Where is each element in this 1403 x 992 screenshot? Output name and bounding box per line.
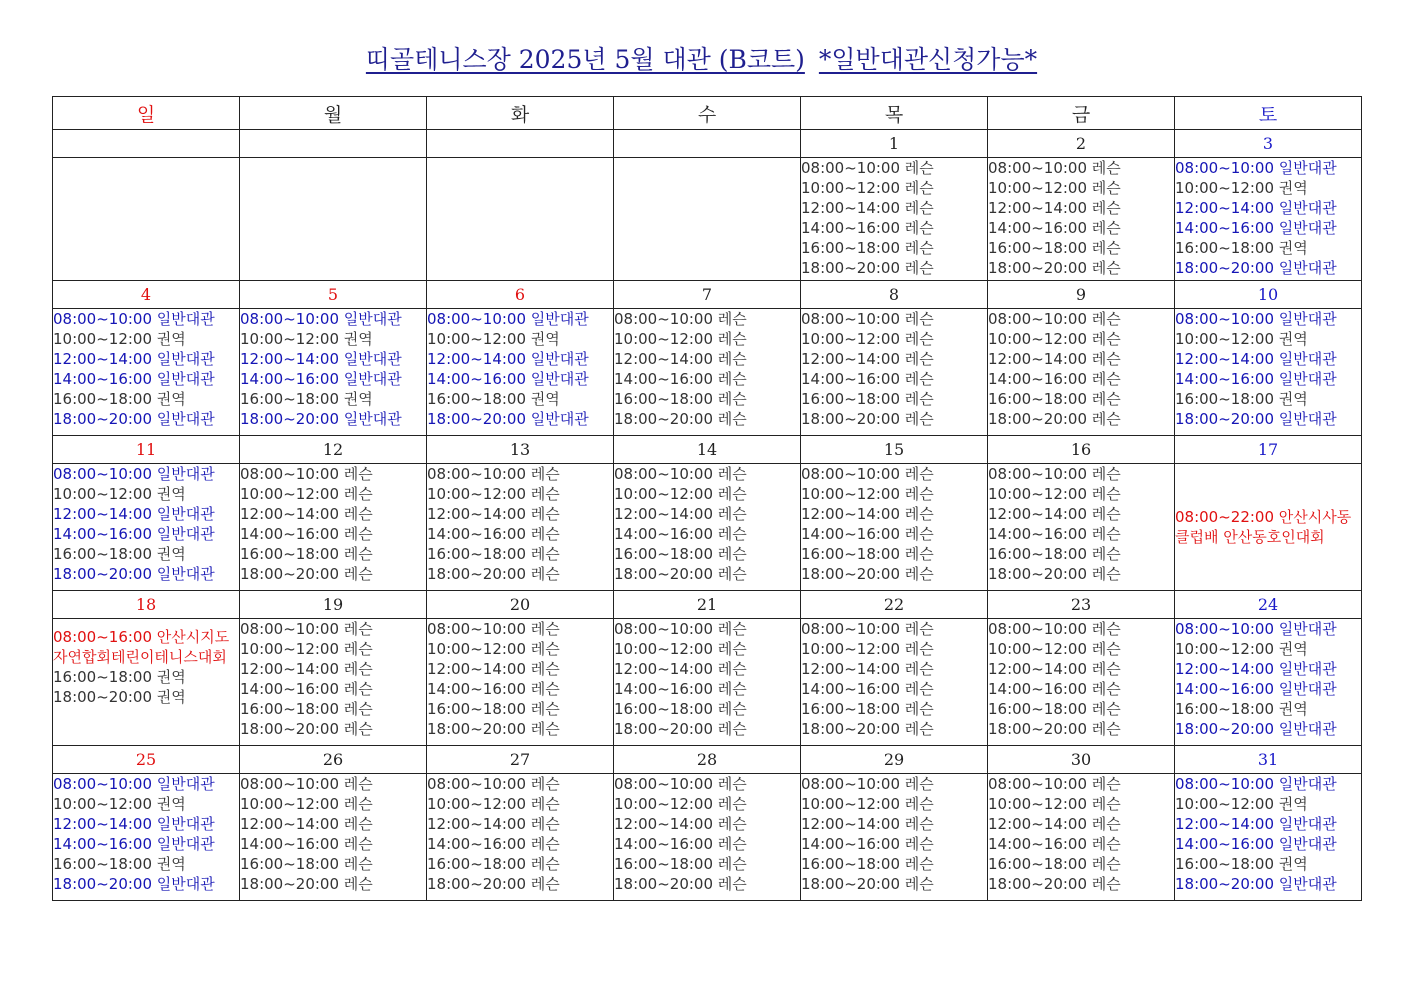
time-slot: 18:00~20:00 레슨 — [240, 720, 373, 738]
time-slot: 12:00~14:00 일반대관 — [53, 350, 215, 368]
event-note: 08:00~16:00 안산시지도자연합회테린이테니스대회 — [53, 628, 230, 666]
time-slot: 14:00~16:00 레슨 — [427, 525, 560, 543]
day-schedule-cell — [427, 158, 614, 281]
time-slot: 10:00~12:00 레슨 — [240, 640, 373, 658]
date-number: 31 — [1175, 746, 1362, 774]
day-schedule-cell — [240, 464, 427, 591]
time-slot: 14:00~16:00 일반대관 — [1175, 680, 1337, 698]
time-slot: 14:00~16:00 레슨 — [240, 680, 373, 698]
date-number: 7 — [614, 281, 801, 309]
time-slot: 16:00~18:00 레슨 — [988, 545, 1121, 563]
time-slot: 14:00~16:00 레슨 — [801, 835, 934, 853]
time-slot: 16:00~18:00 레슨 — [801, 545, 934, 563]
time-slot: 18:00~20:00 레슨 — [614, 410, 747, 428]
day-schedule-cell — [801, 464, 988, 591]
title-notice: *일반대관신청가능* — [818, 45, 1038, 74]
date-number: 8 — [801, 281, 988, 309]
time-slot: 12:00~14:00 레슨 — [427, 660, 560, 678]
day-schedule-cell — [801, 619, 988, 746]
time-slot: 14:00~16:00 레슨 — [614, 835, 747, 853]
time-slot: 16:00~18:00 권역 — [1175, 855, 1308, 873]
date-number: 4 — [53, 281, 240, 309]
time-slot: 16:00~18:00 권역 — [1175, 390, 1308, 408]
time-slot: 08:00~10:00 레슨 — [801, 465, 934, 483]
time-slot: 18:00~20:00 일반대관 — [240, 410, 402, 428]
date-number: 11 — [53, 436, 240, 464]
weekday-sun: 일 — [53, 97, 240, 130]
time-slot: 08:00~10:00 레슨 — [427, 775, 560, 793]
time-slot: 08:00~10:00 일반대관 — [1175, 310, 1337, 328]
date-number: 16 — [988, 436, 1175, 464]
day-schedule-cell — [614, 774, 801, 901]
time-slot: 10:00~12:00 레슨 — [240, 485, 373, 503]
time-slot: 10:00~12:00 권역 — [1175, 330, 1308, 348]
time-slot: 14:00~16:00 레슨 — [801, 680, 934, 698]
date-row — [53, 281, 1362, 309]
time-slot: 12:00~14:00 레슨 — [801, 505, 934, 523]
time-slot: 16:00~18:00 레슨 — [988, 855, 1121, 873]
time-slot: 10:00~12:00 권역 — [53, 485, 186, 503]
date-number: 28 — [614, 746, 801, 774]
schedule-row — [53, 774, 1362, 901]
time-slot: 10:00~12:00 레슨 — [988, 795, 1121, 813]
day-schedule-cell — [988, 619, 1175, 746]
schedule-row — [53, 619, 1362, 746]
time-slot: 18:00~20:00 레슨 — [988, 720, 1121, 738]
weekday-tue: 화 — [427, 97, 614, 130]
date-row — [53, 591, 1362, 619]
time-slot: 08:00~10:00 일반대관 — [1175, 159, 1337, 177]
time-slot: 18:00~20:00 레슨 — [427, 565, 560, 583]
time-slot: 10:00~12:00 레슨 — [614, 795, 747, 813]
day-schedule-cell — [1175, 158, 1362, 281]
weekday-fri: 금 — [988, 97, 1175, 130]
schedule-row — [53, 158, 1362, 281]
day-schedule-cell — [427, 309, 614, 436]
date-number: 18 — [53, 591, 240, 619]
date-number: 2 — [988, 130, 1175, 158]
time-slot: 16:00~18:00 레슨 — [801, 239, 934, 257]
time-slot: 14:00~16:00 일반대관 — [1175, 835, 1337, 853]
time-slot: 16:00~18:00 권역 — [53, 545, 186, 563]
date-number: 19 — [240, 591, 427, 619]
time-slot: 14:00~16:00 레슨 — [240, 525, 373, 543]
date-number — [53, 130, 240, 158]
time-slot: 18:00~20:00 레슨 — [801, 259, 934, 277]
time-slot: 18:00~20:00 일반대관 — [1175, 720, 1337, 738]
schedule-row — [53, 464, 1362, 591]
time-slot: 12:00~14:00 일반대관 — [1175, 660, 1337, 678]
time-slot: 10:00~12:00 레슨 — [988, 179, 1121, 197]
time-slot: 12:00~14:00 레슨 — [240, 660, 373, 678]
time-slot: 12:00~14:00 레슨 — [614, 350, 747, 368]
time-slot: 18:00~20:00 레슨 — [427, 875, 560, 893]
day-schedule-cell — [240, 619, 427, 746]
time-slot: 16:00~18:00 레슨 — [427, 700, 560, 718]
date-number: 17 — [1175, 436, 1362, 464]
time-slot: 10:00~12:00 레슨 — [801, 330, 934, 348]
time-slot: 18:00~20:00 레슨 — [988, 565, 1121, 583]
time-slot: 18:00~20:00 일반대관 — [53, 875, 215, 893]
time-slot: 12:00~14:00 레슨 — [801, 199, 934, 217]
date-number: 21 — [614, 591, 801, 619]
date-number: 12 — [240, 436, 427, 464]
time-slot: 10:00~12:00 레슨 — [240, 795, 373, 813]
time-slot: 18:00~20:00 레슨 — [801, 410, 934, 428]
time-slot: 08:00~10:00 레슨 — [240, 620, 373, 638]
time-slot: 08:00~10:00 일반대관 — [427, 310, 589, 328]
time-slot: 18:00~20:00 일반대관 — [427, 410, 589, 428]
time-slot: 16:00~18:00 레슨 — [988, 390, 1121, 408]
time-slot: 08:00~10:00 레슨 — [427, 620, 560, 638]
time-slot: 10:00~12:00 레슨 — [988, 640, 1121, 658]
time-slot: 08:00~10:00 레슨 — [801, 310, 934, 328]
weekday-sat: 토 — [1175, 97, 1362, 130]
date-number: 29 — [801, 746, 988, 774]
time-slot: 12:00~14:00 레슨 — [427, 505, 560, 523]
time-slot: 12:00~14:00 레슨 — [240, 815, 373, 833]
date-number: 15 — [801, 436, 988, 464]
time-slot: 08:00~10:00 일반대관 — [53, 465, 215, 483]
time-slot: 14:00~16:00 레슨 — [427, 835, 560, 853]
time-slot: 10:00~12:00 레슨 — [988, 485, 1121, 503]
time-slot: 18:00~20:00 레슨 — [988, 259, 1121, 277]
time-slot: 08:00~10:00 레슨 — [427, 465, 560, 483]
time-slot: 18:00~20:00 일반대관 — [53, 410, 215, 428]
time-slot: 10:00~12:00 권역 — [53, 795, 186, 813]
weekday-thu: 목 — [801, 97, 988, 130]
time-slot: 18:00~20:00 레슨 — [801, 720, 934, 738]
date-number: 30 — [988, 746, 1175, 774]
time-slot: 10:00~12:00 레슨 — [614, 485, 747, 503]
day-schedule-cell — [614, 619, 801, 746]
time-slot: 08:00~10:00 레슨 — [614, 620, 747, 638]
day-schedule-cell — [988, 158, 1175, 281]
day-schedule-cell — [427, 774, 614, 901]
time-slot: 12:00~14:00 일반대관 — [53, 815, 215, 833]
day-schedule-cell — [53, 774, 240, 901]
time-slot: 14:00~16:00 일반대관 — [53, 370, 215, 388]
time-slot: 12:00~14:00 일반대관 — [1175, 199, 1337, 217]
time-slot: 14:00~16:00 레슨 — [614, 370, 747, 388]
time-slot: 10:00~12:00 레슨 — [801, 640, 934, 658]
time-slot: 10:00~12:00 레슨 — [614, 330, 747, 348]
time-slot: 18:00~20:00 레슨 — [240, 875, 373, 893]
time-slot: 14:00~16:00 레슨 — [988, 525, 1121, 543]
time-slot: 08:00~10:00 일반대관 — [1175, 620, 1337, 638]
time-slot: 12:00~14:00 일반대관 — [53, 505, 215, 523]
time-slot: 14:00~16:00 일반대관 — [427, 370, 589, 388]
time-slot: 16:00~18:00 권역 — [53, 390, 186, 408]
time-slot: 12:00~14:00 레슨 — [988, 660, 1121, 678]
day-schedule-cell — [988, 309, 1175, 436]
time-slot: 10:00~12:00 권역 — [1175, 795, 1308, 813]
time-slot: 12:00~14:00 레슨 — [801, 660, 934, 678]
date-number: 5 — [240, 281, 427, 309]
time-slot: 12:00~14:00 레슨 — [988, 199, 1121, 217]
time-slot: 12:00~14:00 레슨 — [427, 815, 560, 833]
time-slot: 10:00~12:00 권역 — [53, 330, 186, 348]
time-slot: 10:00~12:00 권역 — [427, 330, 560, 348]
time-slot: 12:00~14:00 레슨 — [988, 505, 1121, 523]
date-number: 20 — [427, 591, 614, 619]
time-slot: 10:00~12:00 레슨 — [427, 485, 560, 503]
date-number: 6 — [427, 281, 614, 309]
day-schedule-cell — [1175, 619, 1362, 746]
time-slot: 16:00~18:00 레슨 — [427, 545, 560, 563]
date-number: 9 — [988, 281, 1175, 309]
date-number: 25 — [53, 746, 240, 774]
time-slot: 16:00~18:00 레슨 — [614, 390, 747, 408]
time-slot: 12:00~14:00 레슨 — [988, 350, 1121, 368]
time-slot: 14:00~16:00 레슨 — [988, 370, 1121, 388]
time-slot: 08:00~10:00 레슨 — [614, 310, 747, 328]
time-slot: 18:00~20:00 일반대관 — [53, 565, 215, 583]
time-slot: 12:00~14:00 레슨 — [988, 815, 1121, 833]
time-slot: 16:00~18:00 레슨 — [614, 700, 747, 718]
time-slot: 14:00~16:00 레슨 — [801, 370, 934, 388]
day-schedule-cell — [1175, 464, 1362, 591]
weekday-mon: 월 — [240, 97, 427, 130]
time-slot: 10:00~12:00 권역 — [1175, 179, 1308, 197]
time-slot: 14:00~16:00 레슨 — [801, 525, 934, 543]
day-schedule-cell — [53, 309, 240, 436]
time-slot: 12:00~14:00 레슨 — [801, 815, 934, 833]
time-slot: 10:00~12:00 레슨 — [801, 179, 934, 197]
day-schedule-cell — [53, 158, 240, 281]
time-slot: 12:00~14:00 레슨 — [801, 350, 934, 368]
day-schedule-cell — [427, 464, 614, 591]
day-schedule-cell — [240, 309, 427, 436]
time-slot: 16:00~18:00 권역 — [427, 390, 560, 408]
time-slot: 12:00~14:00 일반대관 — [240, 350, 402, 368]
day-schedule-cell — [240, 774, 427, 901]
date-row — [53, 130, 1362, 158]
day-schedule-cell — [614, 158, 801, 281]
time-slot: 16:00~18:00 레슨 — [240, 545, 373, 563]
time-slot: 18:00~20:00 일반대관 — [1175, 410, 1337, 428]
day-schedule-cell — [988, 464, 1175, 591]
time-slot: 16:00~18:00 레슨 — [614, 855, 747, 873]
time-slot: 18:00~20:00 레슨 — [614, 720, 747, 738]
time-slot: 08:00~10:00 레슨 — [801, 620, 934, 638]
time-slot: 16:00~18:00 권역 — [53, 668, 186, 686]
time-slot: 08:00~10:00 레슨 — [988, 310, 1121, 328]
day-schedule-cell — [614, 309, 801, 436]
time-slot: 10:00~12:00 권역 — [1175, 640, 1308, 658]
time-slot: 12:00~14:00 레슨 — [614, 815, 747, 833]
date-number: 22 — [801, 591, 988, 619]
time-slot: 16:00~18:00 권역 — [1175, 239, 1308, 257]
date-number: 23 — [988, 591, 1175, 619]
date-number: 13 — [427, 436, 614, 464]
time-slot: 10:00~12:00 레슨 — [427, 795, 560, 813]
date-number: 27 — [427, 746, 614, 774]
time-slot: 08:00~10:00 일반대관 — [1175, 775, 1337, 793]
date-number: 26 — [240, 746, 427, 774]
time-slot: 14:00~16:00 레슨 — [427, 680, 560, 698]
time-slot: 14:00~16:00 일반대관 — [53, 525, 215, 543]
day-schedule-cell — [1175, 309, 1362, 436]
day-schedule-cell — [614, 464, 801, 591]
date-number — [427, 130, 614, 158]
time-slot: 12:00~14:00 레슨 — [614, 505, 747, 523]
date-number: 24 — [1175, 591, 1362, 619]
time-slot: 14:00~16:00 레슨 — [988, 680, 1121, 698]
time-slot: 18:00~20:00 레슨 — [988, 410, 1121, 428]
time-slot: 16:00~18:00 레슨 — [801, 390, 934, 408]
time-slot: 16:00~18:00 레슨 — [801, 700, 934, 718]
time-slot: 16:00~18:00 권역 — [53, 855, 186, 873]
time-slot: 16:00~18:00 레슨 — [240, 855, 373, 873]
time-slot: 10:00~12:00 레슨 — [801, 485, 934, 503]
date-number: 1 — [801, 130, 988, 158]
time-slot: 08:00~10:00 레슨 — [988, 620, 1121, 638]
schedule-row — [53, 309, 1362, 436]
date-number: 14 — [614, 436, 801, 464]
time-slot: 16:00~18:00 권역 — [240, 390, 373, 408]
time-slot: 10:00~12:00 레슨 — [801, 795, 934, 813]
time-slot: 10:00~12:00 레슨 — [427, 640, 560, 658]
title-main: 띠골테니스장 2025년 5월 대관 (B코트) — [365, 45, 805, 74]
time-slot: 10:00~12:00 레슨 — [988, 330, 1121, 348]
time-slot: 08:00~10:00 일반대관 — [53, 775, 215, 793]
time-slot: 14:00~16:00 레슨 — [614, 680, 747, 698]
time-slot: 08:00~10:00 레슨 — [240, 465, 373, 483]
time-slot: 08:00~10:00 레슨 — [240, 775, 373, 793]
time-slot: 12:00~14:00 일반대관 — [1175, 350, 1337, 368]
time-slot: 10:00~12:00 권역 — [240, 330, 373, 348]
time-slot: 16:00~18:00 레슨 — [801, 855, 934, 873]
time-slot: 16:00~18:00 레슨 — [988, 700, 1121, 718]
time-slot: 14:00~16:00 일반대관 — [1175, 219, 1337, 237]
time-slot: 18:00~20:00 레슨 — [614, 875, 747, 893]
time-slot: 18:00~20:00 권역 — [53, 688, 186, 706]
time-slot: 08:00~10:00 일반대관 — [240, 310, 402, 328]
time-slot: 18:00~20:00 레슨 — [240, 565, 373, 583]
time-slot: 14:00~16:00 레슨 — [240, 835, 373, 853]
time-slot: 16:00~18:00 레슨 — [988, 239, 1121, 257]
time-slot: 16:00~18:00 레슨 — [240, 700, 373, 718]
time-slot: 18:00~20:00 일반대관 — [1175, 259, 1337, 277]
day-schedule-cell — [53, 619, 240, 746]
time-slot: 16:00~18:00 권역 — [1175, 700, 1308, 718]
time-slot: 12:00~14:00 일반대관 — [1175, 815, 1337, 833]
day-schedule-cell — [240, 158, 427, 281]
date-number — [614, 130, 801, 158]
time-slot: 08:00~10:00 레슨 — [801, 159, 934, 177]
time-slot: 14:00~16:00 일반대관 — [1175, 370, 1337, 388]
day-schedule-cell — [801, 158, 988, 281]
event-note: 08:00~22:00 안산시사동클럽배 안산동호인대회 — [1175, 508, 1352, 546]
time-slot: 08:00~10:00 레슨 — [988, 465, 1121, 483]
day-schedule-cell — [1175, 774, 1362, 901]
time-slot: 08:00~10:00 레슨 — [988, 159, 1121, 177]
time-slot: 08:00~10:00 레슨 — [801, 775, 934, 793]
time-slot: 18:00~20:00 레슨 — [801, 565, 934, 583]
time-slot: 12:00~14:00 레슨 — [240, 505, 373, 523]
time-slot: 14:00~16:00 레슨 — [614, 525, 747, 543]
date-row — [53, 436, 1362, 464]
weekday-wed: 수 — [614, 97, 801, 130]
time-slot: 18:00~20:00 일반대관 — [1175, 875, 1337, 893]
time-slot: 18:00~20:00 레슨 — [801, 875, 934, 893]
calendar-table — [52, 96, 1362, 901]
time-slot: 12:00~14:00 레슨 — [614, 660, 747, 678]
time-slot: 14:00~16:00 레슨 — [988, 835, 1121, 853]
time-slot: 08:00~10:00 일반대관 — [53, 310, 215, 328]
time-slot: 12:00~14:00 일반대관 — [427, 350, 589, 368]
date-number — [240, 130, 427, 158]
weekday-header-row — [53, 97, 1362, 130]
time-slot: 18:00~20:00 레슨 — [427, 720, 560, 738]
page-title — [0, 40, 1403, 76]
time-slot: 14:00~16:00 일반대관 — [240, 370, 402, 388]
day-schedule-cell — [427, 619, 614, 746]
calendar-body — [53, 130, 1362, 901]
date-row — [53, 746, 1362, 774]
day-schedule-cell — [988, 774, 1175, 901]
time-slot: 10:00~12:00 레슨 — [614, 640, 747, 658]
date-number: 3 — [1175, 130, 1362, 158]
time-slot: 18:00~20:00 레슨 — [614, 565, 747, 583]
day-schedule-cell — [53, 464, 240, 591]
time-slot: 18:00~20:00 레슨 — [988, 875, 1121, 893]
time-slot: 16:00~18:00 레슨 — [614, 545, 747, 563]
time-slot: 16:00~18:00 레슨 — [427, 855, 560, 873]
day-schedule-cell — [801, 774, 988, 901]
time-slot: 08:00~10:00 레슨 — [988, 775, 1121, 793]
time-slot: 14:00~16:00 레슨 — [801, 219, 934, 237]
time-slot: 14:00~16:00 일반대관 — [53, 835, 215, 853]
day-schedule-cell — [801, 309, 988, 436]
time-slot: 08:00~10:00 레슨 — [614, 775, 747, 793]
time-slot: 08:00~10:00 레슨 — [614, 465, 747, 483]
time-slot: 14:00~16:00 레슨 — [988, 219, 1121, 237]
date-number: 10 — [1175, 281, 1362, 309]
